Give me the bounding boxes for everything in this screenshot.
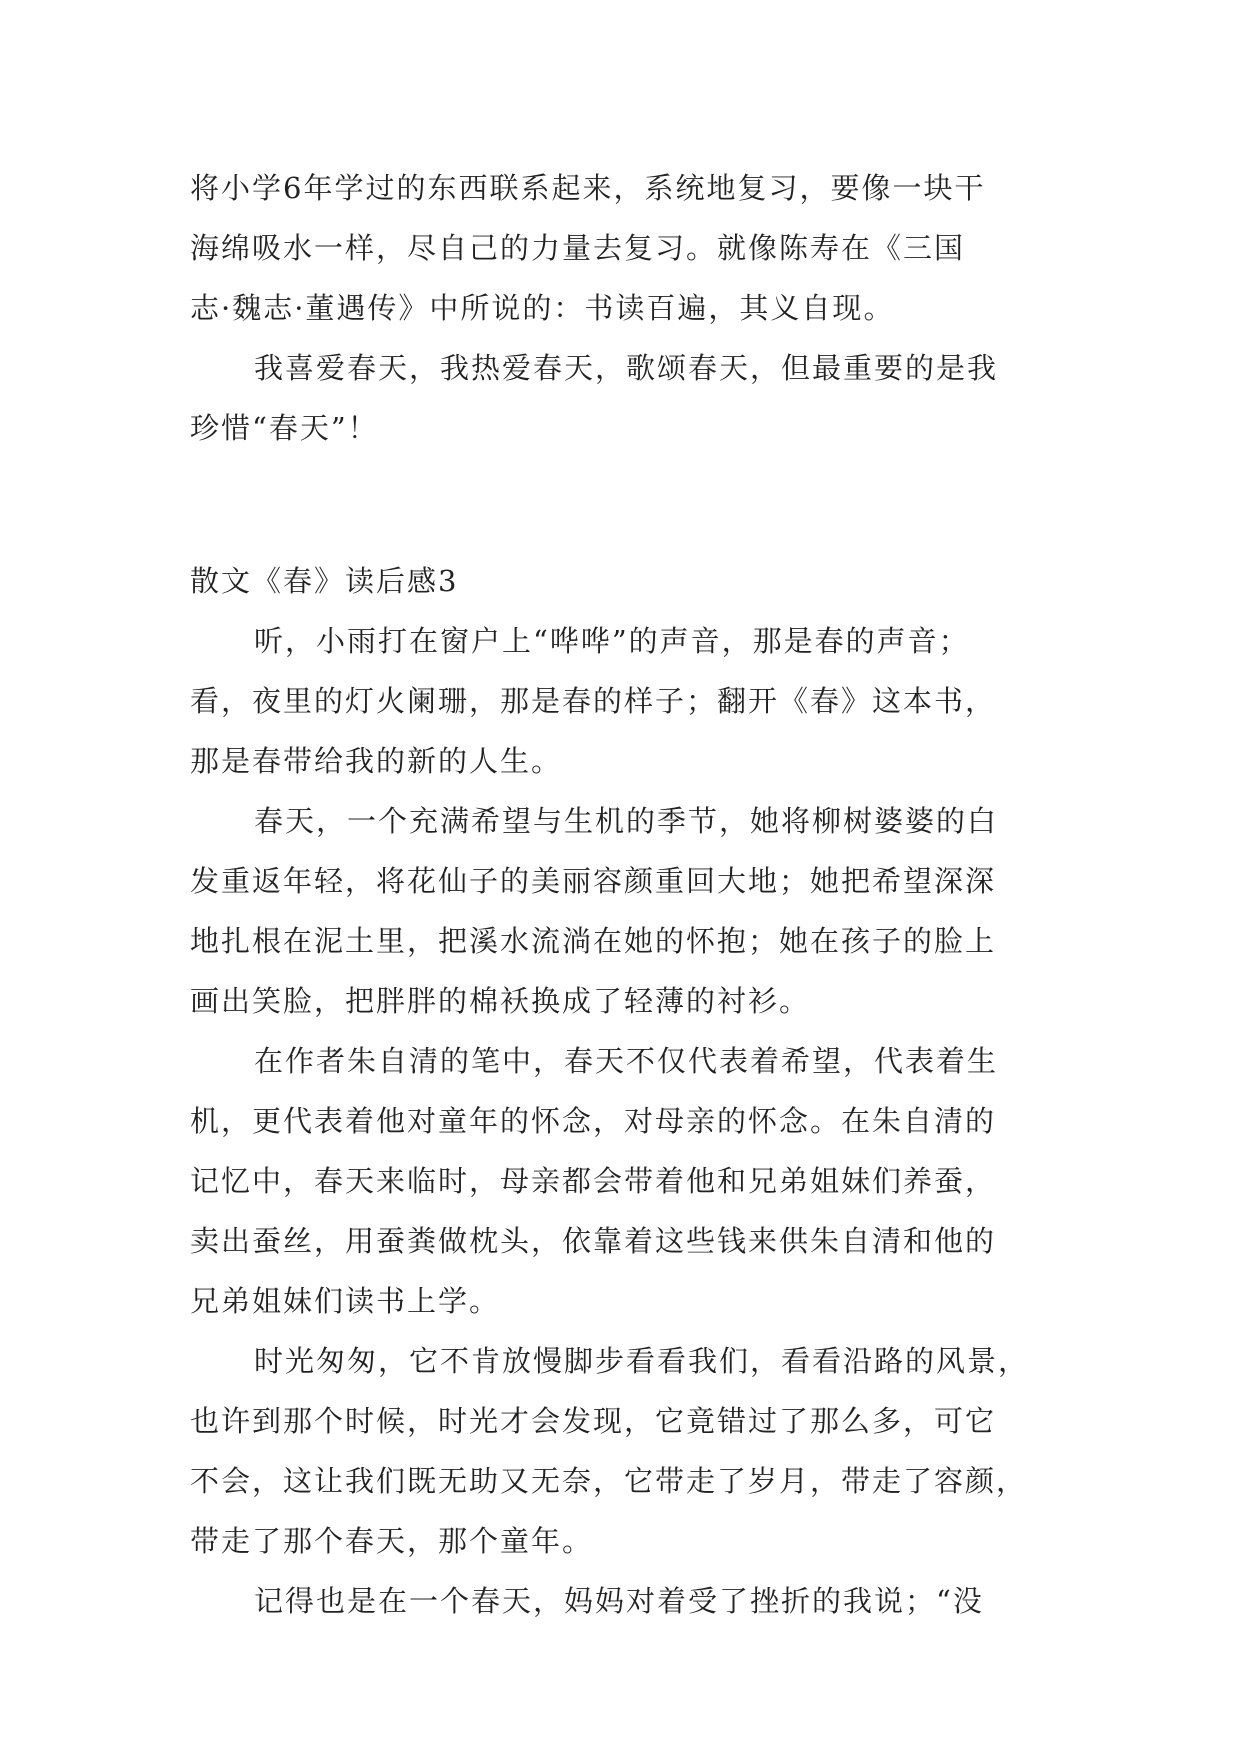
text-line: 带走了那个春天，那个童年。 [190, 1524, 594, 1558]
text-line: 地扎根在泥土里，把溪水流淌在她的怀抱；她在孩子的脸上 [190, 924, 997, 958]
text-line: 将小学6年学过的东西联系起来，系统地复习，要像一块干 [190, 171, 986, 205]
text-line: 看，夜里的灯火阑珊，那是春的样子；翻开《春》这本书， [190, 684, 997, 718]
text-line: 卖出蚕丝，用蚕粪做枕头，依靠着这些钱来供朱自清和他的 [190, 1224, 997, 1258]
text-line: 发重返年轻，将花仙子的美丽容颜重回大地；她把希望深深 [190, 864, 997, 898]
text-line: 也许到那个时候，时光才会发现，它竟错过了那么多，可它 [190, 1404, 997, 1438]
text-line: 画出笑脸，把胖胖的棉袄换成了轻薄的衬衫。 [190, 984, 811, 1018]
text-line: 那是春带给我的新的人生。 [190, 744, 563, 778]
text-line: 记忆中，春天来临时，母亲都会带着他和兄弟姐妹们养蚕， [190, 1164, 997, 1198]
text-line: 海绵吸水一样，尽自己的力量去复习。就像陈寿在《三国 [190, 231, 966, 265]
text-line: 不会，这让我们既无助又无奈，它带走了岁月，带走了容颜， [190, 1464, 1028, 1498]
text-line: 春天，一个充满希望与生机的季节，她将柳树婆婆的白 [254, 804, 999, 838]
paragraph [190, 1331, 1050, 1571]
text-line: 在作者朱自清的笔中，春天不仅代表着希望，代表着生 [254, 1044, 999, 1078]
paragraph [190, 611, 1050, 791]
paragraph [190, 158, 1050, 338]
text-line: 听，小雨打在窗户上“哗哗”的声音，那是春的声音； [254, 624, 970, 658]
text-line: 机，更代表着他对童年的怀念，对母亲的怀念。在朱自清的 [190, 1104, 997, 1138]
text-line: 兄弟姐妹们读书上学。 [190, 1284, 501, 1318]
text-line: 志·魏志·董遇传》中所说的：书读百遍，其义自现。 [190, 291, 895, 325]
section-spacer [190, 458, 1050, 551]
paragraph [190, 338, 1050, 458]
text-line: 珍惜“春天”！ [190, 411, 379, 445]
text-line: 我喜爱春天，我热爱春天，歌颂春天，但最重要的是我 [254, 351, 999, 385]
section-title: 散文《春》读后感3 [190, 564, 459, 598]
text-line: 时光匆匆，它不肯放慢脚步看看我们，看看沿路的风景， [254, 1344, 1030, 1378]
document-body [190, 158, 1050, 1631]
paragraph [190, 1031, 1050, 1331]
paragraph [190, 791, 1050, 1031]
text-line: 记得也是在一个春天，妈妈对着受了挫折的我说；“没 [254, 1584, 984, 1618]
paragraph [190, 1571, 1050, 1631]
